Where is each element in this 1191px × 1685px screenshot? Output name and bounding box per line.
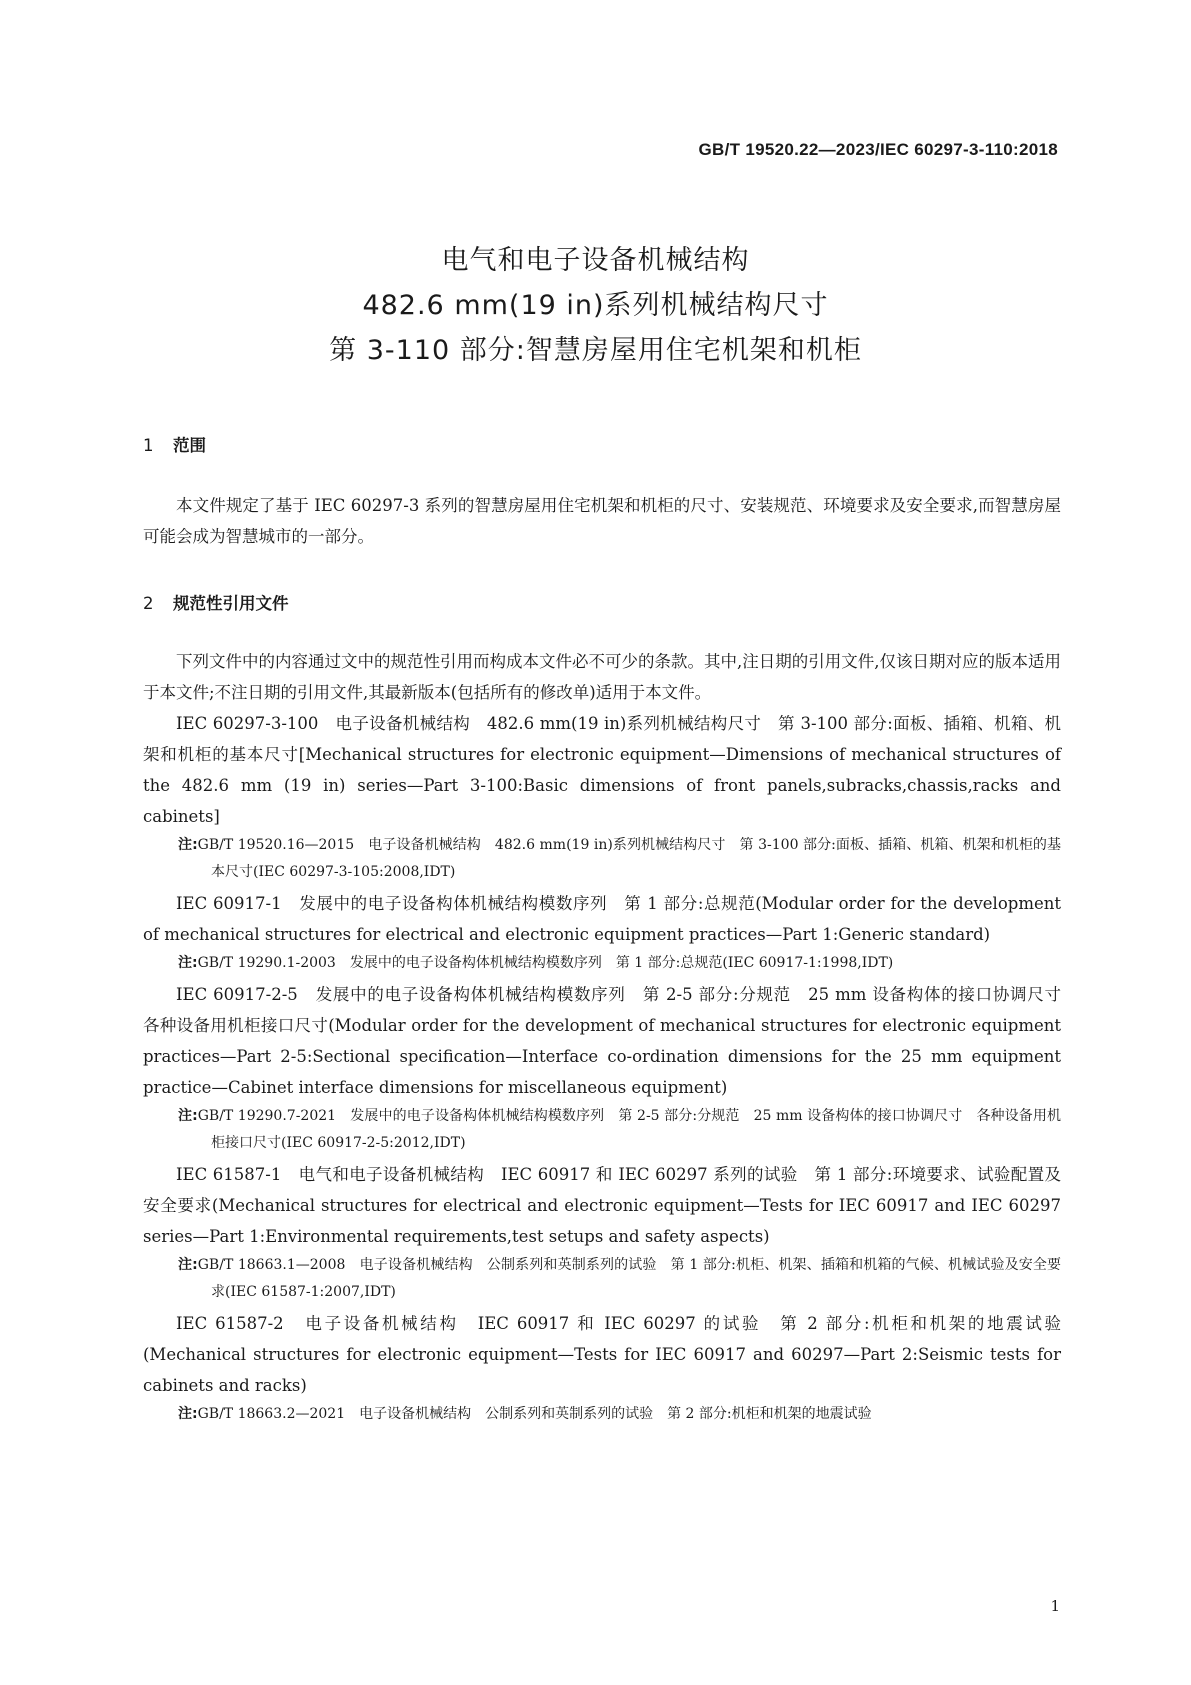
section-1-body xyxy=(143,490,1061,552)
reference-item: IEC 61587-1 电气和电子设备机械结构 IEC 60917 和 IEC 60297 系列的试验 第 1 部分:环境要求、试验配置及安全要求(Mechanical structures for electrical and electronic equipment—Tests for IEC 60917 and IEC 60297 series—Part 1:Environmental requirements,test setups and safety aspects) xyxy=(143,1165,1061,1246)
reference-note xyxy=(143,1401,1061,1428)
reference-note xyxy=(143,1103,1061,1157)
note-label: 注: xyxy=(178,955,198,971)
title-line-3: 第 3-110 部分:智慧房屋用住宅机架和机柜 xyxy=(329,335,862,366)
scope-paragraph: 本文件规定了基于 IEC 60297-3 系列的智慧房屋用住宅机架和机柜的尺寸、安装规范、环境要求及安全要求,而智慧房屋可能会成为智慧城市的一部分。 xyxy=(143,496,1061,546)
note-label: 注: xyxy=(178,837,198,853)
note-text: GB/T 19290.1-2003 发展中的电子设备构体机械结构模数序列 第 1 部分:总规范(IEC 60917-1:1998,IDT) xyxy=(197,955,894,971)
note-text: GB/T 19290.7-2021 发展中的电子设备构体机械结构模数序列 第 2-5 部分:分规范 25 mm 设备构体的接口协调尺寸 各种设备用机柜接口尺寸(IEC 60917-2-5:2012,IDT) xyxy=(197,1108,1061,1151)
title-line-1: 电气和电子设备机械结构 xyxy=(441,245,750,276)
note-text: GB/T 18663.1—2008 电子设备机械结构 公制系列和英制系列的试验 第 1 部分:机柜、机架、插箱和机箱的气候、机械试验及安全要求(IEC 61587-1:2007,IDT) xyxy=(197,1257,1061,1300)
note-text: GB/T 19520.16—2015 电子设备机械结构 482.6 mm(19 in)系列机械结构尺寸 第 3-100 部分:面板、插箱、机箱、机架和机柜的基本尺寸(IEC 60297-3-105:2008,IDT) xyxy=(197,837,1061,880)
section-2-heading xyxy=(143,590,289,614)
section-1-number: 1 xyxy=(143,436,154,455)
reference-note xyxy=(143,950,1061,977)
page-number: 1 xyxy=(1050,1597,1060,1615)
section-1-heading xyxy=(143,432,206,456)
title-line-2: 482.6 mm(19 in)系列机械结构尺寸 xyxy=(362,290,829,321)
reference-note xyxy=(143,832,1061,886)
standard-code: GB/T 19520.22—2023/IEC 60297-3-110:2018 xyxy=(698,140,1058,159)
note-label: 注: xyxy=(178,1108,198,1124)
section-2-number: 2 xyxy=(143,594,154,613)
section-2-title: 规范性引用文件 xyxy=(173,594,289,613)
note-text: GB/T 18663.2—2021 电子设备机械结构 公制系列和英制系列的试验 第 2 部分:机柜和机架的地震试验 xyxy=(197,1406,872,1422)
references-intro: 下列文件中的内容通过文中的规范性引用而构成本文件必不可少的条款。其中,注日期的引用文件,仅该日期对应的版本适用于本文件;不注日期的引用文件,其最新版本(包括所有的修改单)适用于本文件。 xyxy=(143,652,1061,702)
document-title xyxy=(0,238,1191,373)
reference-item: IEC 60917-1 发展中的电子设备构体机械结构模数序列 第 1 部分:总规范(Modular order for the development of mechanical structures for electrical and electronic equipment practices—Part 1:Generic standard) xyxy=(143,894,1061,944)
reference-note xyxy=(143,1252,1061,1306)
note-label: 注: xyxy=(178,1257,198,1273)
section-1-title: 范围 xyxy=(173,436,206,455)
section-2-body xyxy=(143,646,1078,1430)
reference-item: IEC 61587-2 电子设备机械结构 IEC 60917 和 IEC 60297 的试验 第 2 部分:机柜和机架的地震试验(Mechanical structures for electronic equipment—Tests for IEC 60917 and 60297—Part 2:Seismic tests for cabinets and racks) xyxy=(143,1314,1061,1395)
reference-item: IEC 60917-2-5 发展中的电子设备构体机械结构模数序列 第 2-5 部分:分规范 25 mm 设备构体的接口协调尺寸 各种设备用机柜接口尺寸(Modular order for the development of mechanical structures for electronic equipment practices—Part 2-5:Sectional specification—Interface co-ordination dimensions for the 25 mm equipment practice—Cabinet interface dimensions for miscellaneous equipment) xyxy=(143,985,1078,1097)
reference-item: IEC 60297-3-100 电子设备机械结构 482.6 mm(19 in)系列机械结构尺寸 第 3-100 部分:面板、插箱、机箱、机架和机柜的基本尺寸[Mechanical structures for electronic equipment—Dimensions of mechanical structures of the 482.6 mm (19 in) series—Part 3-100:Basic dimensions of front panels,subracks,chassis,racks and cabinets] xyxy=(143,714,1061,826)
note-label: 注: xyxy=(178,1406,198,1422)
